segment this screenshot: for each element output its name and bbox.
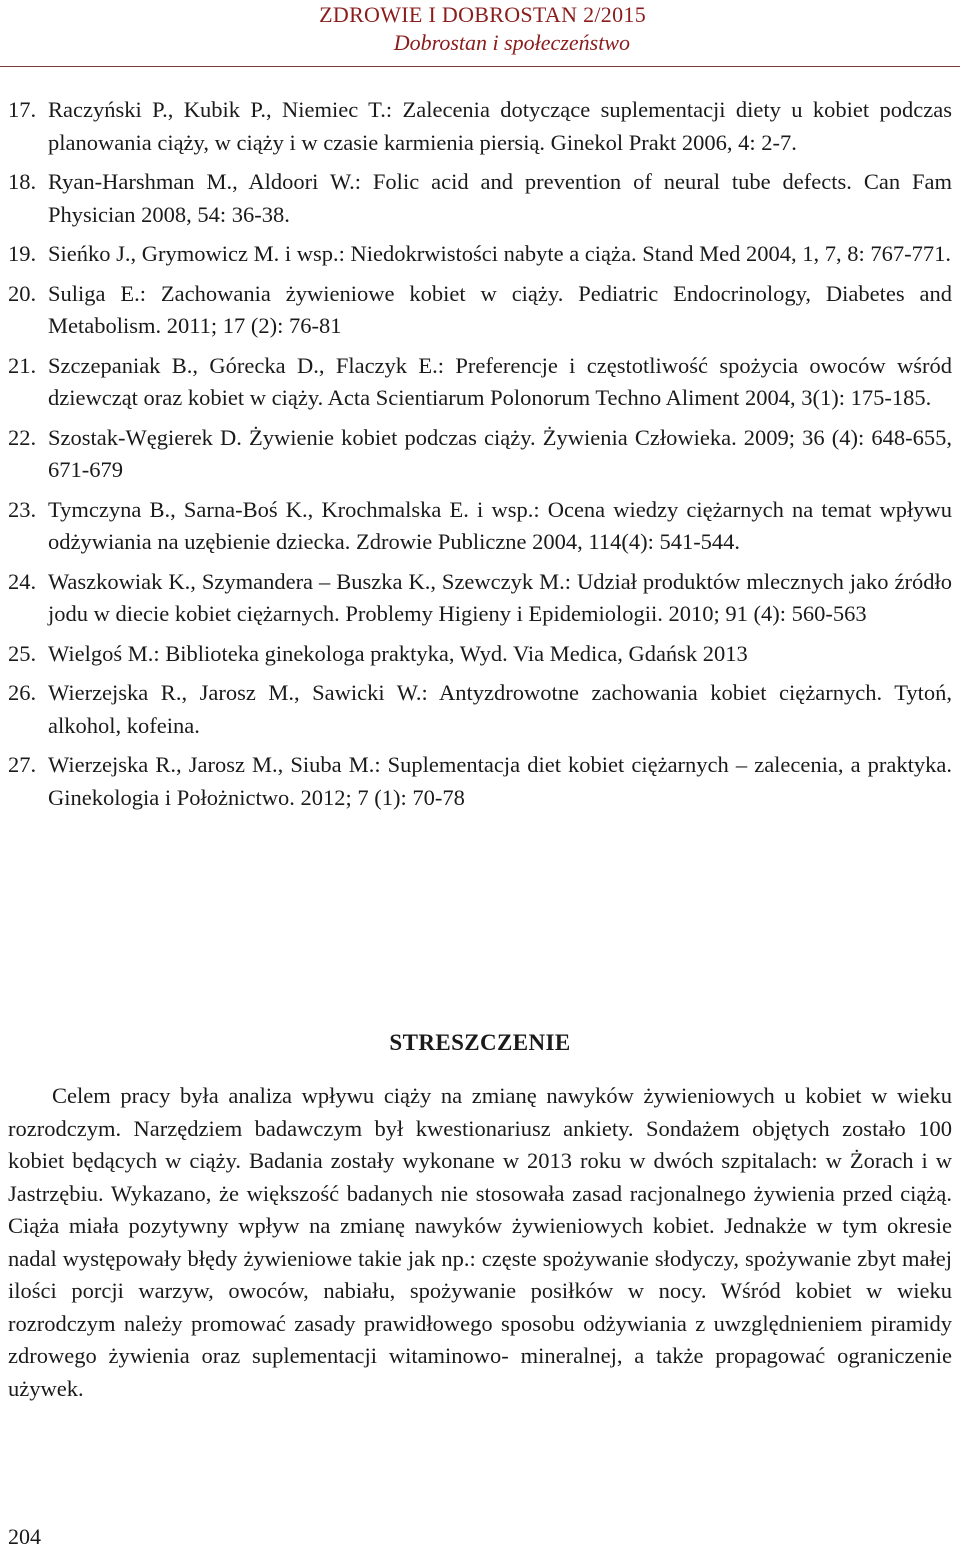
reference-text: Szczepaniak B., Górecka D., Flaczyk E.: Preferencje i częstotliwość spożycia owoców wśród dziewcząt oraz kobiet w ciąży. Acta Scientiarum Polonorum Techno Aliment 2004, 3(1): 175-185. bbox=[48, 352, 952, 410]
reference-number: 23. bbox=[8, 496, 37, 522]
running-header bbox=[0, 0, 960, 67]
reference-number: 27. bbox=[8, 752, 37, 777]
reference-text: Tymczyna B., Sarna-Boś K., Krochmalska E. i wsp.: Ocena wiedzy ciężarnych na temat wpływu odżywiania na uzębienie dziecka. Zdrowie Publiczne 2004, 114(4): 541-544. bbox=[48, 496, 952, 554]
reference-item bbox=[8, 677, 952, 742]
reference-item bbox=[8, 350, 952, 415]
reference-item bbox=[8, 749, 952, 814]
reference-text: Wierzejska R., Jarosz M., Sawicki W.: Antyzdrowotne zachowania kobiet ciężarnych. Tytoń, alkohol, kofeina. bbox=[48, 680, 952, 738]
reference-list bbox=[8, 94, 952, 821]
reference-number: 17. bbox=[8, 97, 37, 122]
reference-number: 19. bbox=[8, 241, 37, 266]
reference-item bbox=[8, 566, 952, 631]
summary-paragraph: Celem pracy była analiza wpływu ciąży na zmianę nawyków żywieniowych u kobiet w wieku rozrodczym. Narzędziem badawczym był kwestionariusz ankiety. Sondażem objętych zostało 100 kobiet będących w ciąży. Badania zostały wykonane w 2013 roku w dwóch szpitalach: w Żorach i w Jastrzębiu. Wykazano, że większość badanych nie stosowała zasad racjonalnego żywienia przed ciążą. Ciąża miała pozytywny wpływ na zmianę nawyków żywieniowych kobiet. Jednakże w tym okresie nadal występowały błędy żywieniowe takie jak np.: częste spożywanie słodyczy, spożywanie zbyt małej ilości porcji warzyw, owoców, nabiału, spożywanie posiłków w nocy. Wśród kobiet w wieku rozrodczym należy promować zasady prawidłowego sposobu odżywiania z uwzględnieniem piramidy zdrowego żywienia oraz suplementacji witaminowo- mineralnej, a także propagować ograniczenie używek. bbox=[8, 1083, 952, 1401]
reference-number: 22. bbox=[8, 424, 37, 450]
reference-item bbox=[8, 278, 952, 343]
reference-text: Ryan-Harshman M., Aldoori W.: Folic acid and prevention of neural tube defects. Can Fam Physician 2008, 54: 36-38. bbox=[48, 169, 952, 227]
reference-text: Wielgoś M.: Biblioteka ginekologa praktyka, Wyd. Via Medica, Gdańsk 2013 bbox=[48, 640, 748, 666]
reference-text: Szostak-Węgierek D. Żywienie kobiet podczas ciąży. Żywienia Człowieka. 2009; 36 (4): 648-655, 671-679 bbox=[48, 424, 952, 482]
reference-number: 24. bbox=[8, 568, 37, 594]
reference-number: 26. bbox=[8, 680, 37, 705]
reference-item bbox=[8, 94, 952, 159]
reference-item bbox=[8, 494, 952, 559]
reference-item bbox=[8, 638, 952, 671]
reference-number: 20. bbox=[8, 280, 37, 306]
reference-text: Suliga E.: Zachowania żywieniowe kobiet w ciąży. Pediatric Endocrinology, Diabetes and Metabolism. 2011; 17 (2): 76-81 bbox=[48, 280, 952, 338]
section-title-header: Dobrostan i społeczeństwo bbox=[393, 30, 630, 55]
summary-heading: STRESZCZENIE bbox=[389, 1030, 571, 1055]
reference-item bbox=[8, 238, 952, 271]
reference-number: 21. bbox=[8, 352, 37, 378]
reference-text: Raczyński P., Kubik P., Niemiec T.: Zalecenia dotyczące suplementacji diety u kobiet podczas planowania ciąży, w ciąży i w czasie karmienia piersią. Ginekol Prakt 2006, 4: 2-7. bbox=[48, 97, 952, 155]
page-number: 204 bbox=[8, 1524, 41, 1549]
reference-item bbox=[8, 422, 952, 487]
reference-text: Waszkowiak K., Szymandera – Buszka K., Szewczyk M.: Udział produktów mlecznych jako źródło jodu w diecie kobiet ciężarnych. Problemy Higieny i Epidemiologii. 2010; 91 (4): 560-563 bbox=[48, 568, 952, 626]
reference-item bbox=[8, 166, 952, 231]
reference-number: 18. bbox=[8, 169, 37, 194]
journal-title: ZDROWIE I DOBROSTAN 2/2015 bbox=[319, 2, 646, 27]
reference-text: Wierzejska R., Jarosz M., Siuba M.: Suplementacja diet kobiet ciężarnych – zalecenia, a praktyka. Ginekologia i Położnictwo. 2012; 7 (1): 70-78 bbox=[48, 752, 952, 810]
reference-number: 25. bbox=[8, 640, 37, 666]
reference-text: Sieńko J., Grymowicz M. i wsp.: Niedokrwistości nabyte a ciąża. Stand Med 2004, 1, 7, 8: 767-771. bbox=[48, 241, 951, 266]
